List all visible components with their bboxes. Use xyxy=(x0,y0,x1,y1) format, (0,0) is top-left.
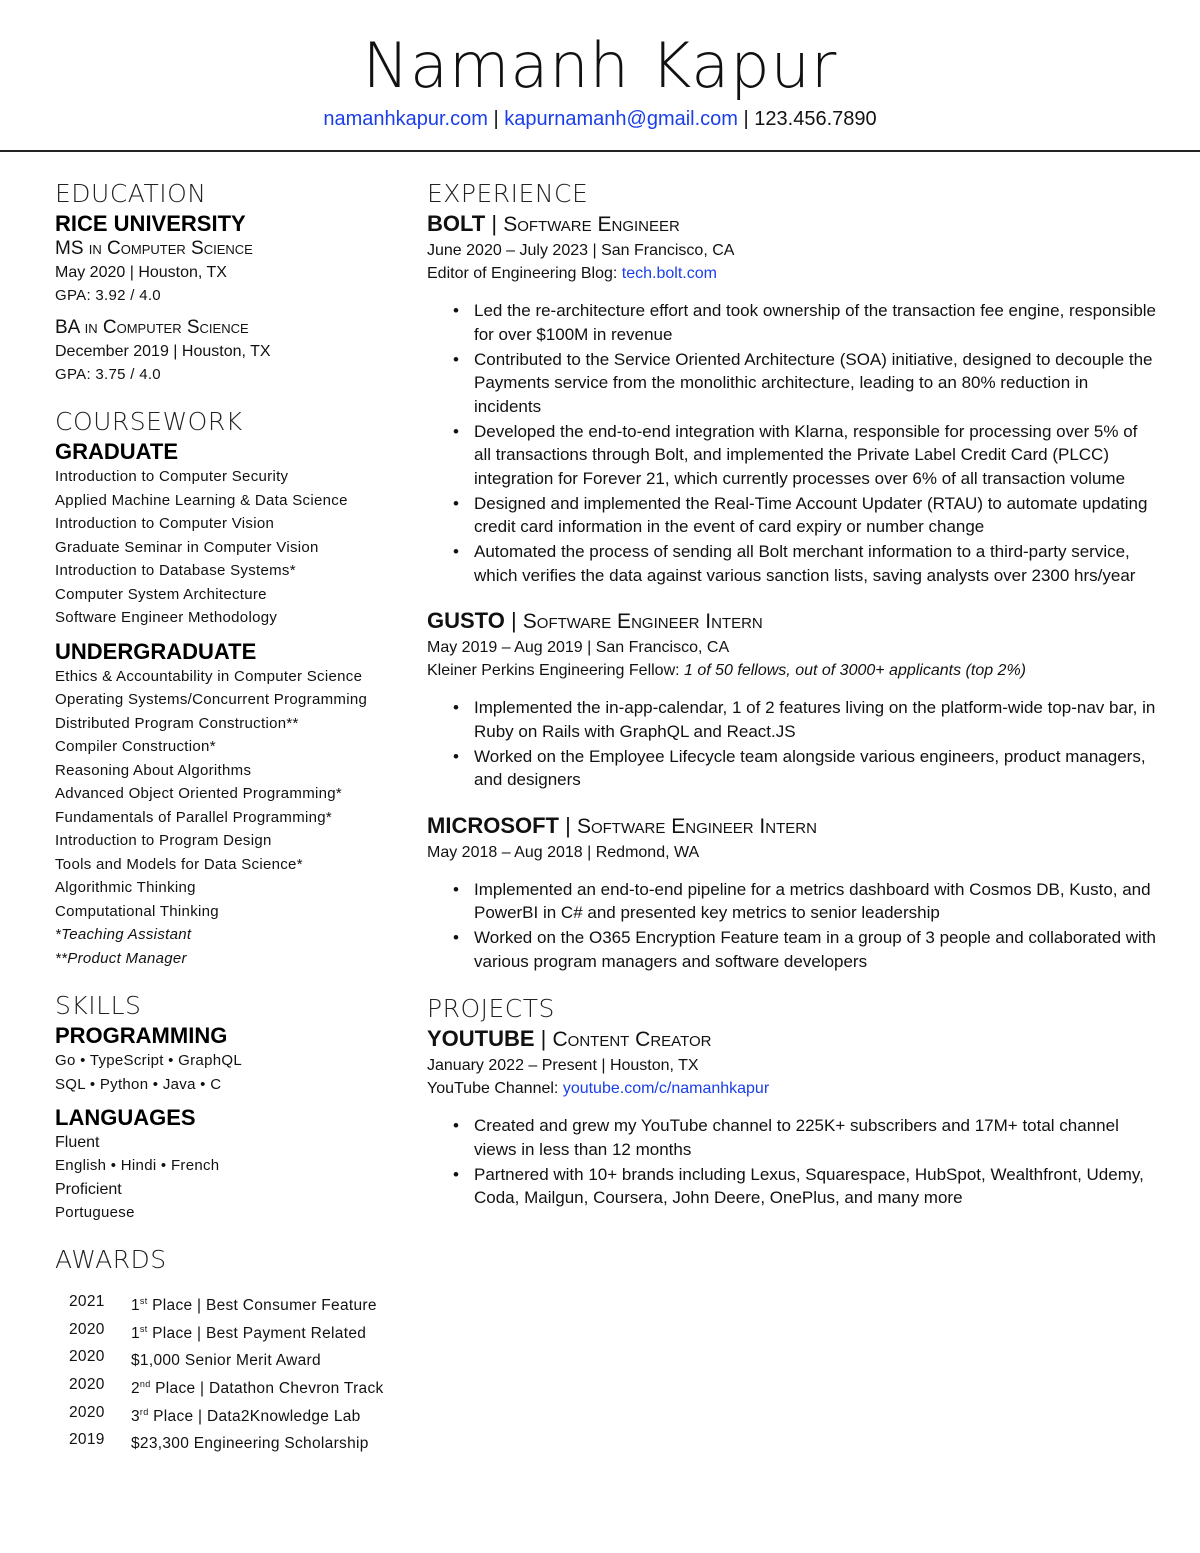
job-header: GUSTO | Software Engineer Intern xyxy=(427,608,763,633)
languages-title: LANGUAGES xyxy=(55,1105,196,1130)
right-column xyxy=(427,178,1157,1230)
job-extra: Editor of Engineering Blog: tech.bolt.com xyxy=(427,265,717,282)
project-youtube xyxy=(427,1025,1157,1210)
bullet-item: • Implemented an end-to-end pipeline for a metrics dashboard with Cosmos DB, Kusto, and PowerBI in C# and presented key metrics to senior leadership xyxy=(427,878,1157,925)
course-item: Operating Systems/Concurrent Programming xyxy=(55,691,368,708)
award-item xyxy=(55,1290,405,1318)
job-header: BOLT | Software Engineer xyxy=(427,211,680,236)
course-item: Introduction to Computer Security xyxy=(55,468,289,485)
education-title: EDUCATION xyxy=(55,179,207,208)
candidate-name: Namanh Kapur xyxy=(362,29,838,102)
course-item: Introduction to Computer Vision xyxy=(55,515,275,532)
job-role: Software Engineer Intern xyxy=(522,610,763,633)
job-gusto xyxy=(427,607,1157,792)
website-link[interactable]: namanhkapur.com xyxy=(323,108,488,130)
award-text: 1st Place | Best Consumer Feature xyxy=(131,1296,377,1315)
degree-gpa: GPA: 3.92 / 4.0 xyxy=(55,287,161,304)
award-year: 2020 xyxy=(69,1348,105,1366)
award-item xyxy=(55,1318,405,1346)
project-name: YOUTUBE xyxy=(427,1026,535,1051)
job-header: MICROSOFT | Software Engineer Intern xyxy=(427,812,817,838)
job-role: Software Engineer Intern xyxy=(576,814,817,838)
course-item: Distributed Program Construction** xyxy=(55,714,299,732)
award-item xyxy=(55,1428,405,1456)
job-microsoft xyxy=(427,812,1157,974)
course-item: Advanced Object Oriented Programming* xyxy=(55,785,343,802)
degree-ms xyxy=(55,237,405,308)
award-item xyxy=(55,1401,405,1429)
course-item: Reasoning About Algorithms xyxy=(55,761,252,779)
programming-skills: Go • TypeScript • GraphQL xyxy=(55,1052,242,1069)
programming-title: PROGRAMMING xyxy=(55,1023,228,1048)
project-bullets xyxy=(427,1114,1157,1210)
course-item: Tools and Models for Data Science* xyxy=(55,855,303,873)
experience-title: EXPERIENCE xyxy=(427,179,589,208)
separator: | xyxy=(737,108,755,130)
award-year: 2020 xyxy=(69,1403,105,1421)
course-item: Algorithmic Thinking xyxy=(55,879,196,896)
blog-link[interactable]: tech.bolt.com xyxy=(621,265,717,282)
bullet-item: • Developed the end-to-end integration with Klarna, responsible for processing over 5% of all transactions through Bolt, and implemented the Private Label Credit Card (PLCC) integration for Forever 21, which currently processes over 6% of all transaction volume xyxy=(427,420,1157,491)
email-link[interactable]: kapurnamanh@gmail.com xyxy=(504,108,738,130)
skills-title: SKILLS xyxy=(55,991,142,1020)
bullet-item: • Designed and implemented the Real-Time Account Updater (RTAU) to automate updating credit card information in the event of card expiry or number change xyxy=(427,492,1157,539)
project-date: January 2022 – Present | Houston, TX xyxy=(427,1057,699,1074)
job-bullets xyxy=(427,299,1157,587)
award-text: $1,000 Senior Merit Award xyxy=(131,1352,321,1370)
degree-title: BA in Computer Science xyxy=(55,316,249,338)
programming-skills: SQL • Python • Java • C xyxy=(55,1075,222,1093)
course-item: Software Engineer Methodology xyxy=(55,609,278,626)
award-item xyxy=(55,1345,405,1373)
school-name: RICE UNIVERSITY xyxy=(55,211,246,236)
award-year: 2020 xyxy=(69,1375,105,1393)
course-item: Introduction to Database Systems* xyxy=(55,562,296,579)
ta-note: *Teaching Assistant xyxy=(55,926,192,943)
degree-date: May 2020 | Houston, TX xyxy=(55,264,227,281)
bullet-item: • Implemented the in-app-calendar, 1 of 2 features living on the platform-wide top-nav bar, in Ruby on Rails with GraphQL and React.JS xyxy=(427,696,1157,743)
company-name: BOLT xyxy=(427,211,486,236)
graduate-title: GRADUATE xyxy=(55,439,179,464)
degree-date: December 2019 | Houston, TX xyxy=(55,342,271,360)
course-item: Fundamentals of Parallel Programming* xyxy=(55,808,333,826)
job-bullets xyxy=(427,878,1157,974)
job-date: June 2020 – July 2023 | San Francisco, CA xyxy=(427,242,735,259)
left-column xyxy=(55,178,405,1456)
award-year: 2020 xyxy=(69,1320,105,1338)
proficient-languages: Portuguese xyxy=(55,1203,135,1221)
award-text: 3rd Place | Data2Knowledge Lab xyxy=(131,1406,361,1425)
bullet-item: • Contributed to the Service Oriented Architecture (SOA) initiative, designed to decouple the Payments service from the monolithic architecture, leading to an 80% reduction in incidents xyxy=(427,348,1157,419)
separator: | xyxy=(487,108,505,130)
degree-ba xyxy=(55,316,405,387)
award-text: 1st Place | Best Payment Related xyxy=(131,1323,367,1342)
fluent-languages: English • Hindi • French xyxy=(55,1157,220,1174)
course-item: Introduction to Program Design xyxy=(55,832,272,849)
award-year: 2019 xyxy=(69,1431,105,1449)
undergraduate-title: UNDERGRADUATE xyxy=(55,638,257,664)
bullet-item: • Worked on the O365 Encryption Feature team in a group of 3 people and collaborated with various program managers and software developers xyxy=(427,926,1157,973)
resume-header xyxy=(0,28,1200,131)
award-item xyxy=(55,1373,405,1401)
proficient-label: Proficient xyxy=(55,1180,122,1198)
company-name: GUSTO xyxy=(427,608,505,633)
project-header: YOUTUBE | Content Creator xyxy=(427,1026,712,1051)
course-item: Applied Machine Learning & Data Science xyxy=(55,491,348,509)
degree-title: MS in Computer Science xyxy=(55,238,253,259)
project-role: Content Creator xyxy=(552,1028,712,1051)
course-item: Compiler Construction* xyxy=(55,738,216,755)
contact-line xyxy=(0,108,1200,131)
bullet-item: • Automated the process of sending all Bolt merchant information to a third-party service, which verifies the data against various sanction lists, saving analysts over 2300 hrs/year xyxy=(427,540,1157,587)
bullet-item: • Led the re-architecture effort and took ownership of the transaction fee engine, responsible for over $100M in revenue xyxy=(427,299,1157,346)
header-divider xyxy=(0,150,1200,152)
course-item: Graduate Seminar in Computer Vision xyxy=(55,538,319,556)
awards-list xyxy=(55,1290,405,1456)
bullet-item: • Worked on the Employee Lifecycle team alongside various engineers, product managers, and designers xyxy=(427,745,1157,792)
job-role: Software Engineer xyxy=(503,213,680,236)
phone-number: 123.456.7890 xyxy=(754,108,877,130)
award-year: 2021 xyxy=(69,1293,105,1310)
fluent-label: Fluent xyxy=(55,1134,100,1151)
bullet-item: • Created and grew my YouTube channel to 225K+ subscribers and 17M+ total channel views in less than 12 months xyxy=(427,1114,1157,1161)
project-extra: YouTube Channel: youtube.com/c/namanhkapur xyxy=(427,1080,770,1097)
course-item: Ethics & Accountability in Computer Science xyxy=(55,667,363,685)
projects-title: PROJECTS xyxy=(427,994,555,1023)
degree-gpa: GPA: 3.75 / 4.0 xyxy=(55,365,161,383)
course-item: Computer System Architecture xyxy=(55,585,267,603)
coursework-title: COURSEWORK xyxy=(55,407,243,436)
graduate-course-list xyxy=(55,465,405,630)
company-name: MICROSOFT xyxy=(427,812,559,838)
channel-link[interactable]: youtube.com/c/namanhkapur xyxy=(562,1080,770,1097)
awards-title: AWARDS xyxy=(55,1245,167,1274)
job-bolt xyxy=(427,210,1157,587)
pm-note: **Product Manager xyxy=(55,949,187,967)
job-date: May 2018 – Aug 2018 | Redmond, WA xyxy=(427,843,700,861)
award-text: 2nd Place | Datathon Chevron Track xyxy=(131,1378,384,1398)
bullet-item: • Partnered with 10+ brands including Lexus, Squarespace, HubSpot, Wealthfront, Udemy, Coda, Mailgun, Coursera, John Deere, OnePlus, and many more xyxy=(427,1163,1157,1210)
course-item: Computational Thinking xyxy=(55,902,219,920)
job-extra: Kleiner Perkins Engineering Fellow: 1 of 50 fellows, out of 3000+ applicants (top 2%) xyxy=(427,662,1027,679)
undergraduate-course-list xyxy=(55,665,405,971)
award-text: $23,300 Engineering Scholarship xyxy=(131,1435,369,1453)
job-date: May 2019 – Aug 2019 | San Francisco, CA xyxy=(427,639,730,656)
job-bullets xyxy=(427,696,1157,792)
